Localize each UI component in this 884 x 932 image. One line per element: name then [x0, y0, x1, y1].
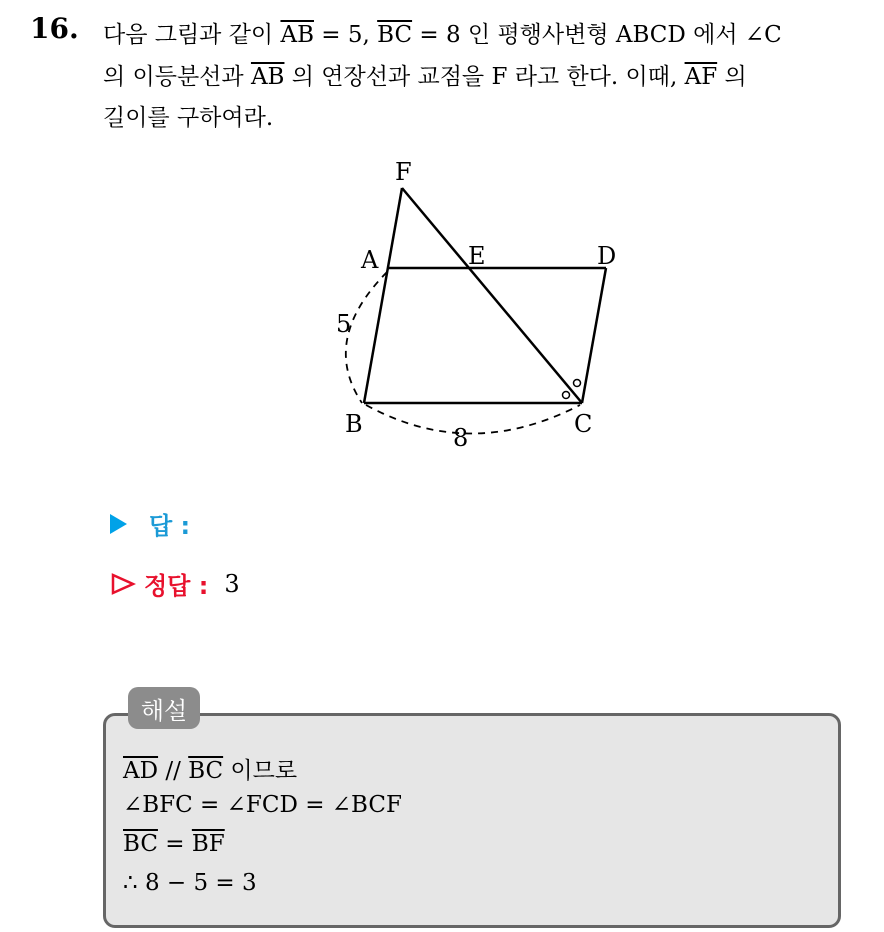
solution-line-3 [123, 831, 225, 857]
segment-label: $\overline{BC}$ [123, 831, 158, 857]
outline-triangle-icon [110, 572, 136, 596]
correct-answer-value: 3 [224, 569, 240, 598]
segment-label: $\overline{BF}$ [191, 831, 225, 857]
length-label-bc: 8 [453, 424, 469, 452]
segment-fc [402, 188, 582, 403]
question-number: 16. [30, 12, 79, 45]
label-e: E [468, 242, 486, 270]
segment-label: $\overline{AF}$ [684, 64, 718, 90]
question-line-3: 길이를 구하여라. [103, 105, 274, 131]
label-d: D [597, 242, 617, 270]
segment-label: $\overline{AB}$ [250, 64, 285, 90]
segment-dc [582, 268, 606, 403]
solution-text: // [158, 758, 189, 784]
label-b: B [345, 410, 363, 438]
segment-label: $\overline{BC}$ [188, 758, 224, 784]
angle-mark [563, 392, 570, 399]
angle-mark [574, 380, 581, 387]
question-text: = 8 인 평행사변형 ABCD 에서 ∠C [412, 22, 782, 48]
question-text: 의 연장선과 교점을 F 라고 한다. 이때, [284, 64, 685, 90]
solution-line-1 [123, 752, 297, 785]
label-f: F [395, 158, 412, 186]
correct-answer-row [110, 566, 240, 601]
label-a: A [361, 246, 379, 274]
answer-row [110, 506, 190, 541]
segment-bf [364, 188, 402, 403]
correct-answer-label: 정답 : [144, 572, 209, 600]
segment-label: $\overline{AD}$ [123, 758, 159, 784]
answer-label: 답 : [149, 512, 191, 540]
dashed-arc-bc [366, 405, 580, 434]
question-text: 의 이등분선과 [103, 64, 251, 90]
solution-tab: 해설 [128, 687, 200, 729]
solution-line-2: ∠BFC = ∠FCD = ∠BCF [123, 792, 402, 818]
segment-label: $\overline{AB}$ [280, 22, 314, 48]
length-label-ab: 5 [336, 310, 352, 338]
segment-label: $\overline{BC}$ [377, 22, 413, 48]
question-text: = 5, [313, 22, 378, 48]
solution-text: = [157, 831, 192, 857]
label-c: C [574, 410, 593, 438]
play-triangle-icon [110, 514, 127, 534]
question-text: 다음 그림과 같이 [103, 22, 281, 48]
question-text: 의 [717, 64, 747, 90]
solution-text: 이므로 [223, 758, 298, 784]
solution-line-4: ∴ 8 − 5 = 3 [123, 870, 257, 896]
